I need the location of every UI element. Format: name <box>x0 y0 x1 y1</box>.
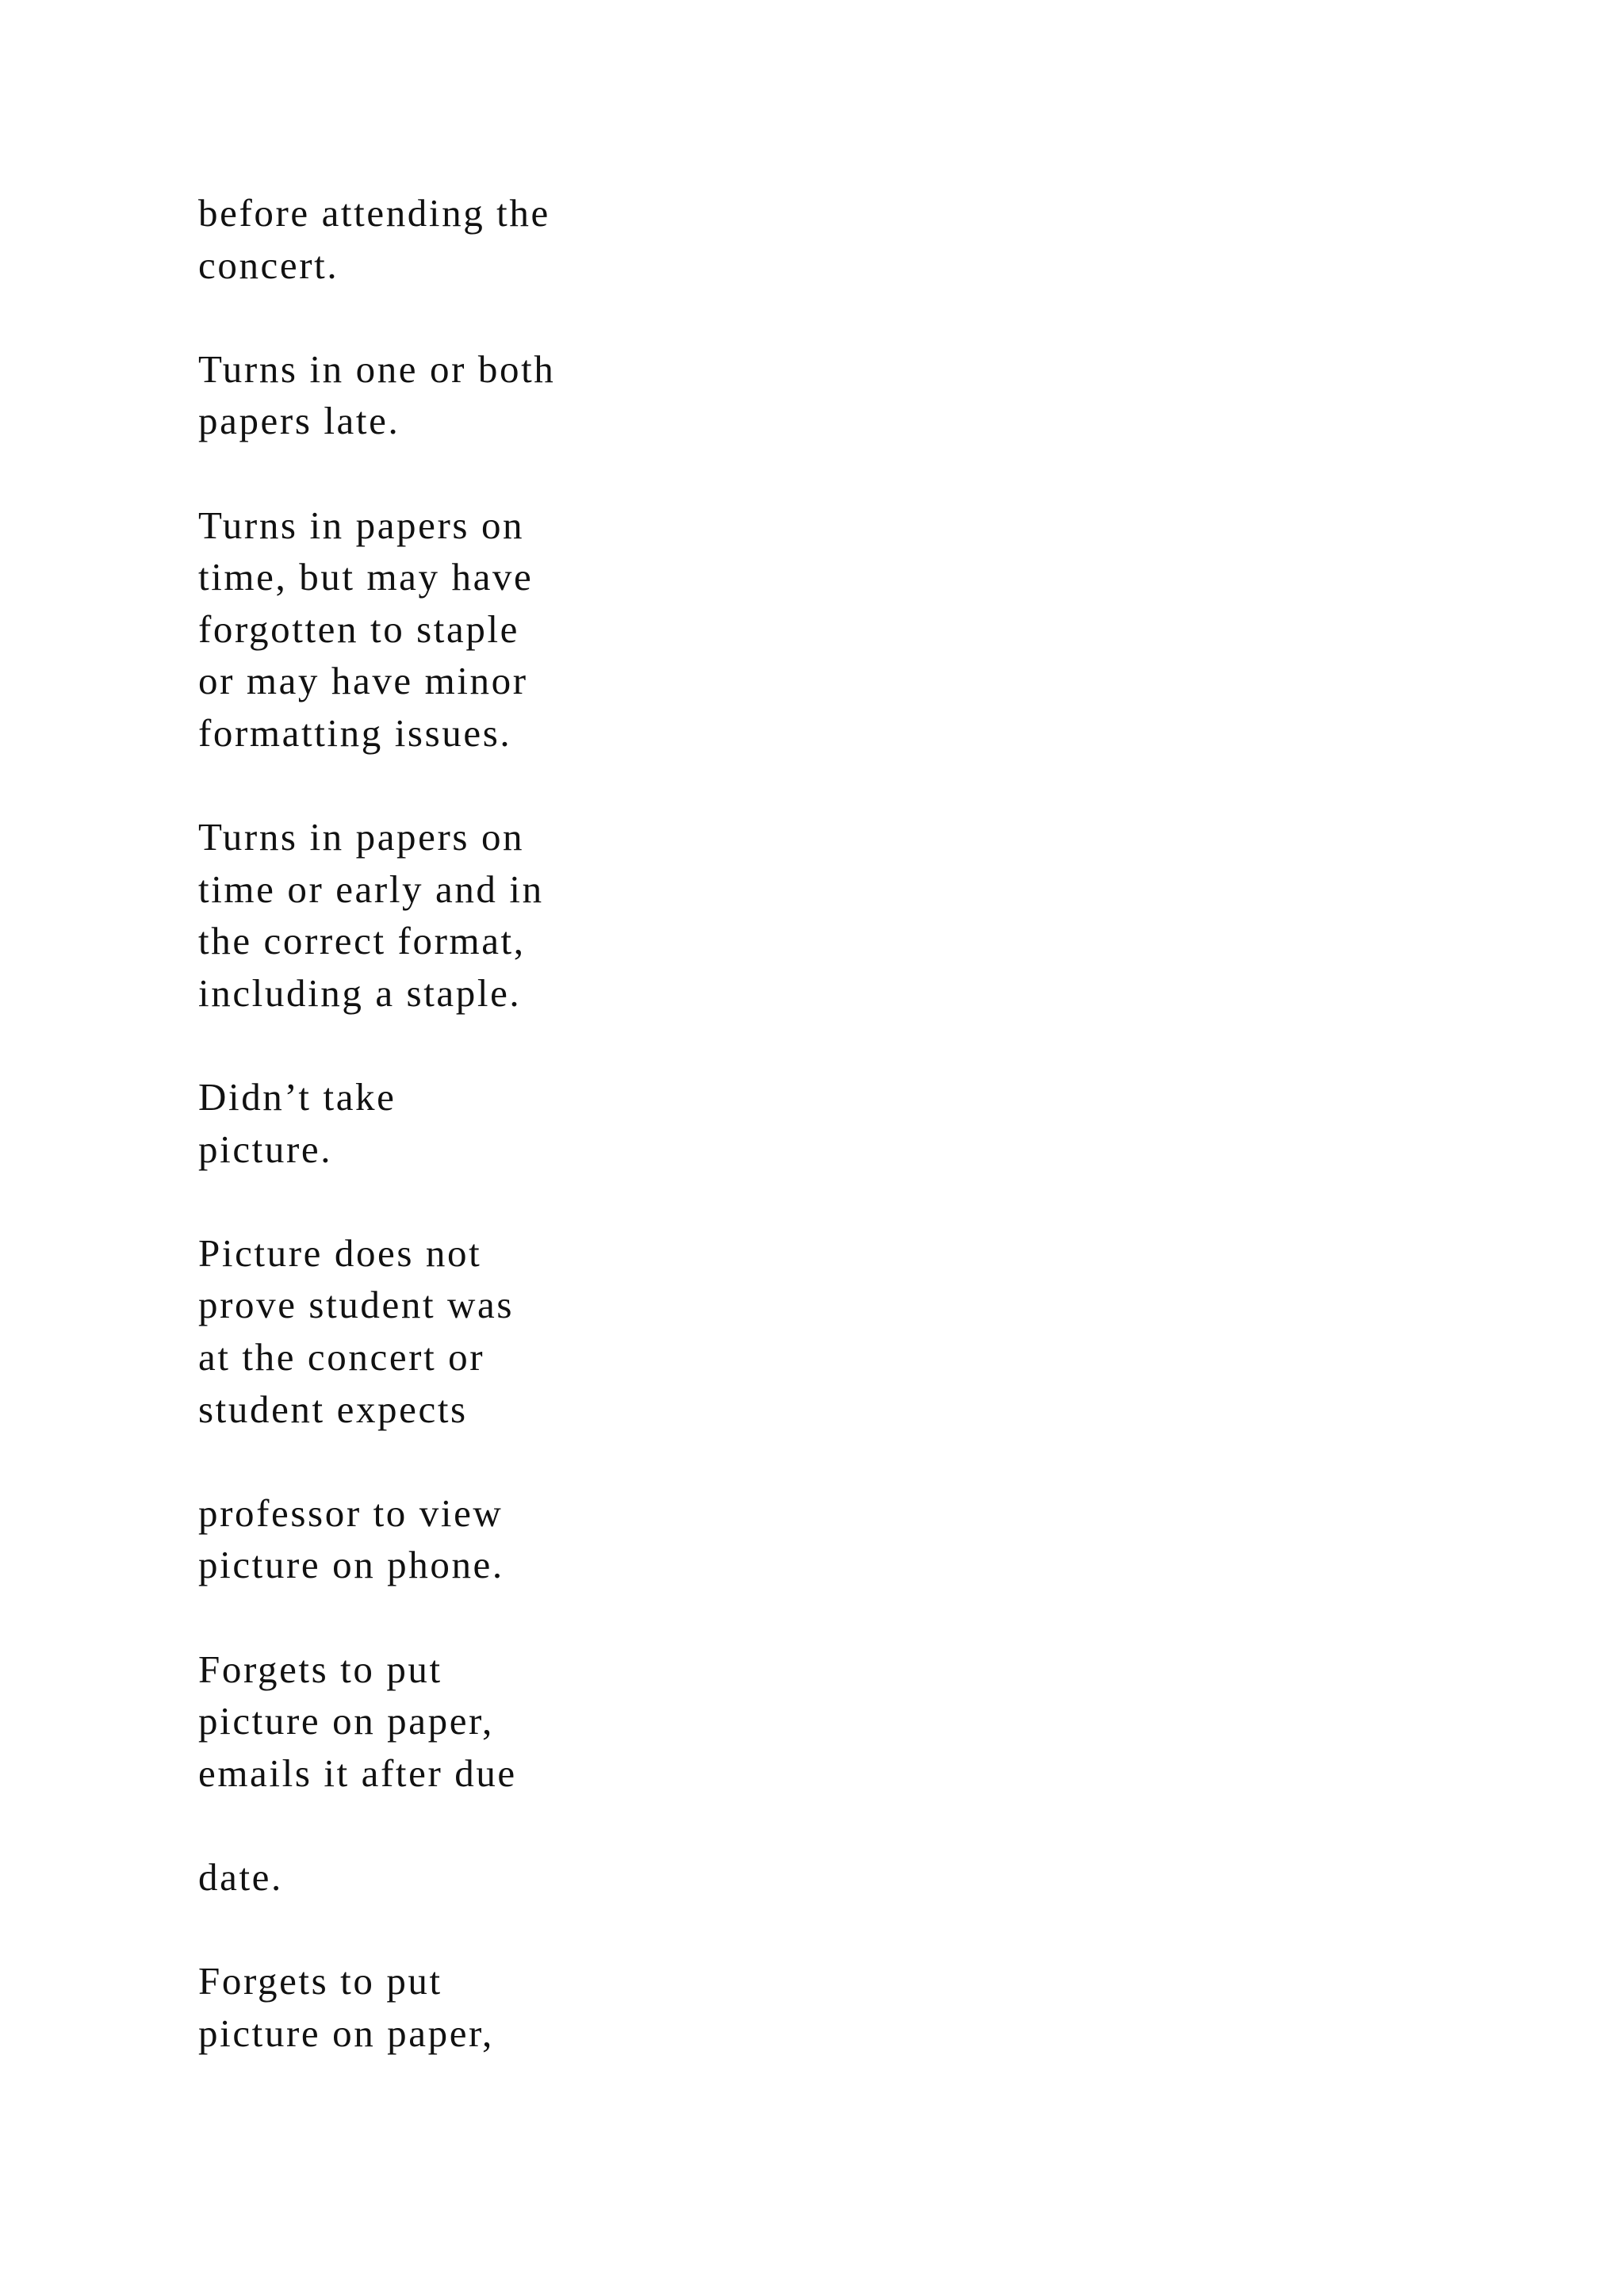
text-line: date. <box>198 1855 283 1899</box>
text-line: papers late. <box>198 399 400 443</box>
text-line: Picture does not <box>198 1230 482 1275</box>
paragraph <box>198 1851 912 1904</box>
paragraph <box>198 1487 912 1591</box>
text-line: student expects <box>198 1387 468 1431</box>
paragraph <box>198 1955 912 2059</box>
text-line: Forgets to put <box>198 1959 442 2003</box>
text-line: before attending the <box>198 191 550 235</box>
paragraph <box>198 499 912 760</box>
text-line: forgotten to staple <box>198 607 520 651</box>
text-line: Turns in one or both <box>198 346 556 391</box>
paragraph <box>198 1227 912 1435</box>
text-line: Turns in papers on <box>198 815 525 859</box>
text-line: time, but may have <box>198 555 534 599</box>
text-line: including a staple. <box>198 970 522 1015</box>
paragraph <box>198 1644 912 1800</box>
text-line: picture. <box>198 1127 333 1171</box>
text-line: the correct format, <box>198 919 526 963</box>
paragraph <box>198 187 912 291</box>
text-line: emails it after due <box>198 1751 517 1795</box>
document-text <box>198 187 912 2111</box>
text-line: picture on paper, <box>198 1699 494 1743</box>
text-line: Turns in papers on <box>198 503 525 547</box>
text-line: prove student was <box>198 1283 515 1327</box>
text-line: time or early and in <box>198 867 544 911</box>
paragraph <box>198 343 912 447</box>
text-line: concert. <box>198 243 339 287</box>
text-line: at the concert or <box>198 1335 485 1380</box>
text-line: picture on phone. <box>198 1543 504 1587</box>
text-line: Forgets to put <box>198 1647 442 1691</box>
text-line: formatting issues. <box>198 710 512 755</box>
text-line: or may have minor <box>198 659 528 703</box>
paragraph <box>198 811 912 1019</box>
paragraph <box>198 1071 912 1175</box>
text-line: Didn’t take <box>198 1075 396 1119</box>
text-line: professor to view <box>198 1490 504 1535</box>
text-line: picture on paper, <box>198 2011 494 2055</box>
